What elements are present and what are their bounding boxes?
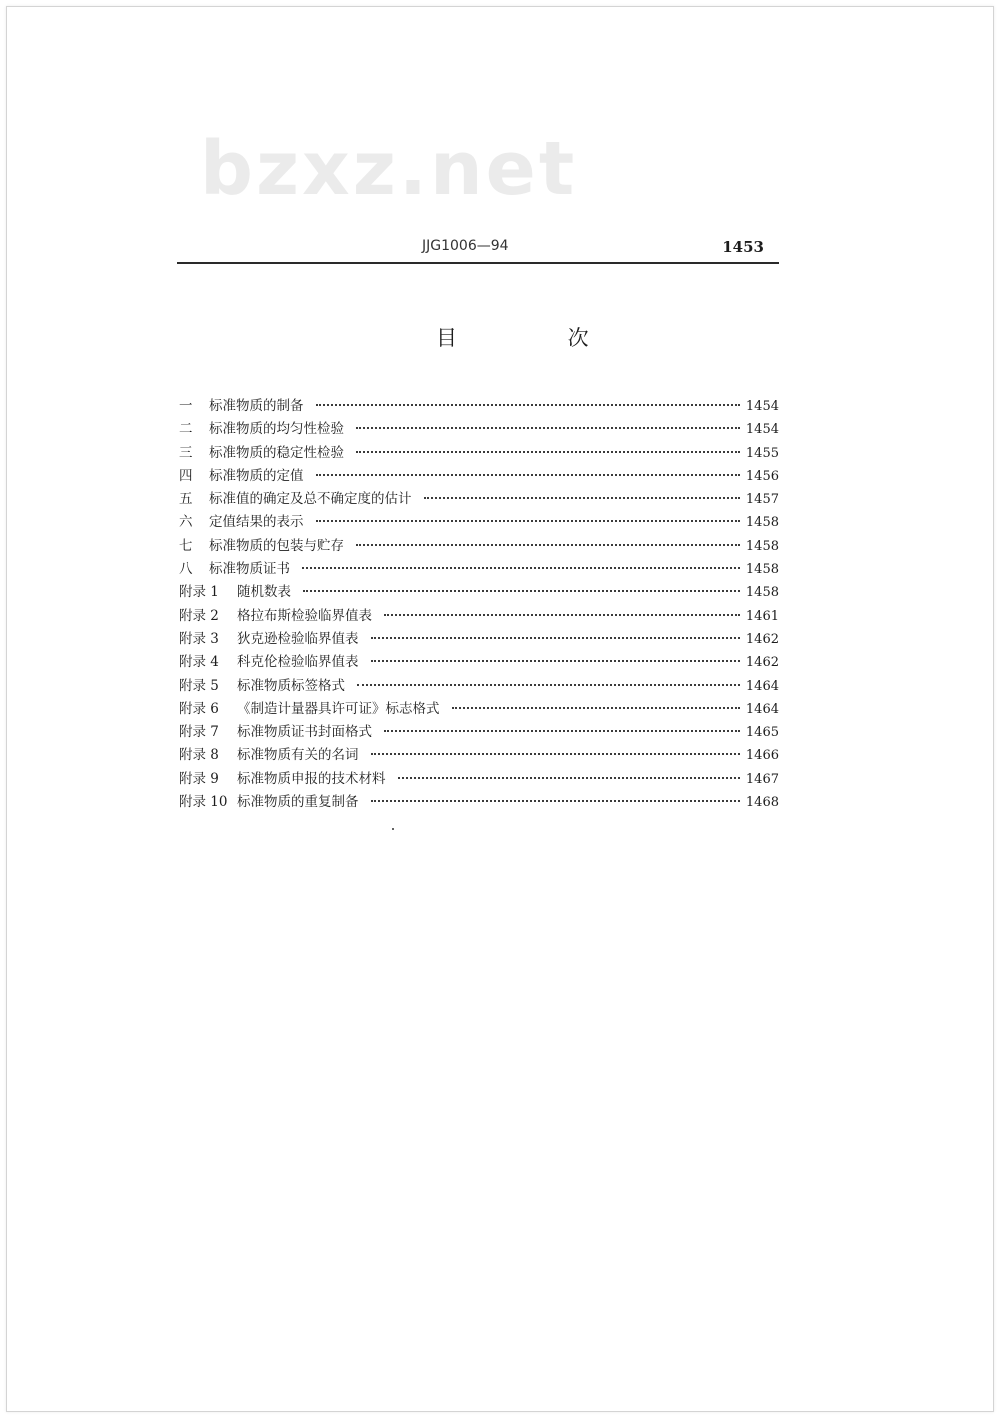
toc-entry[interactable]: [179, 743, 779, 766]
toc-entry-number: 五: [179, 491, 193, 508]
toc-entry-label: 狄克逊检验临界值表: [237, 630, 359, 647]
toc-dot-leader: [316, 520, 740, 522]
toc-entry-page: 1468: [745, 795, 779, 811]
toc-entry[interactable]: [179, 767, 779, 790]
toc-entry-page: 1458: [745, 515, 779, 531]
toc-entry[interactable]: [179, 510, 779, 533]
toc-entry-label: 标准物质的均匀性检验: [209, 421, 344, 438]
toc-dot-leader: [316, 404, 740, 406]
page-number: 1453: [722, 238, 764, 256]
toc-entry[interactable]: [179, 557, 779, 580]
toc-entry-number: 附录 5: [179, 677, 219, 694]
toc-dot-leader: [356, 544, 740, 546]
toc-entry[interactable]: [179, 487, 779, 510]
toc-entry-page: 1454: [745, 399, 779, 414]
toc-entry-page: 1454: [745, 422, 779, 438]
toc-entry-label: 随机数表: [237, 584, 291, 601]
toc-entry-label: 标准物质的制备: [209, 398, 304, 414]
toc-entry-page: 1457: [745, 492, 779, 508]
toc-entry-number: 附录 8: [179, 747, 219, 764]
toc-dot-leader: [356, 451, 740, 453]
toc-entry-number: 四: [179, 467, 193, 484]
toc-entry-label: 标准物质的定值: [209, 467, 304, 484]
toc-entry-label: 定值结果的表示: [209, 514, 304, 531]
toc-entry[interactable]: [179, 650, 779, 673]
toc-entry-page: 1466: [745, 748, 779, 764]
toc-entry[interactable]: [179, 627, 779, 650]
toc-entry[interactable]: [179, 534, 779, 557]
toc-entry-page: 1461: [745, 608, 779, 624]
toc-dot-leader: [356, 427, 740, 429]
toc-entry-number: 七: [179, 537, 193, 554]
toc-dot-leader: [452, 707, 740, 709]
toc-entry[interactable]: [179, 604, 779, 627]
toc-dot-leader: [316, 474, 740, 476]
toc-entry-number: 附录 6: [179, 700, 219, 717]
toc-entry-label: 标准物质的重复制备: [237, 794, 359, 811]
toc-entry-label: 标准物质的稳定性检验: [209, 444, 344, 461]
toc-entry-label: 标准值的确定及总不确定度的估计: [209, 491, 412, 508]
toc-entry-page: 1467: [745, 771, 779, 787]
toc-dot-leader: [371, 800, 740, 802]
header-rule: [177, 262, 779, 264]
toc-entry-label: 标准物质申报的技术材料: [237, 770, 386, 787]
toc-entry-page: 1455: [745, 445, 779, 461]
toc-entry-number: 附录 10: [179, 794, 228, 811]
toc-dot-leader: [371, 753, 740, 755]
toc-entry-page: 1462: [745, 631, 779, 647]
toc-entry-number: 附录 3: [179, 630, 219, 647]
watermark: bzxz.net: [200, 126, 578, 212]
toc-entry-number: 一: [179, 398, 193, 414]
toc-entry-page: 1458: [745, 538, 779, 554]
toc-dot-leader: [357, 684, 740, 686]
toc-entry-number: 六: [179, 514, 193, 531]
toc-entry-number: 附录 9: [179, 770, 219, 787]
toc-title: 目 次: [436, 326, 641, 350]
toc-entry[interactable]: [179, 417, 779, 440]
toc-entry-label: 标准物质的包装与贮存: [209, 537, 344, 554]
toc-entry-page: 1465: [745, 725, 779, 741]
toc-entry-label: 标准物质证书: [209, 561, 290, 578]
toc-entry-number: 附录 7: [179, 724, 219, 741]
toc-entry[interactable]: [179, 580, 779, 603]
toc-entry-number: 八: [179, 561, 193, 578]
toc-dot-leader: [302, 567, 740, 569]
toc-entry-page: 1464: [745, 678, 779, 694]
toc-entry[interactable]: [179, 790, 779, 813]
standard-number: JJG1006—94: [422, 238, 509, 254]
toc-entry[interactable]: [179, 720, 779, 743]
toc-entry-number: 附录 2: [179, 607, 219, 624]
toc-dot-leader: [371, 660, 740, 662]
toc-dot-leader: [371, 637, 740, 639]
toc-entry-number: 三: [179, 444, 193, 461]
toc-dot-leader: [398, 777, 740, 779]
toc-entry-label: 《制造计量器具许可证》标志格式: [237, 700, 440, 717]
toc-entry-number: 二: [179, 421, 193, 438]
scan-speck: [392, 828, 394, 830]
toc-entry[interactable]: [179, 394, 779, 417]
toc-entry-label: 科克伦检验临界值表: [237, 654, 359, 671]
toc-entry-page: 1464: [745, 701, 779, 717]
toc-entry-label: 标准物质有关的名词: [237, 747, 359, 764]
toc-entry-label: 标准物质标签格式: [237, 677, 345, 694]
toc-entry-page: 1458: [745, 562, 779, 578]
page-header: [178, 238, 778, 262]
toc-entry-number: 附录 4: [179, 654, 219, 671]
toc-entry-page: 1462: [745, 655, 779, 671]
toc-entry[interactable]: [179, 674, 779, 697]
toc-entry-label: 标准物质证书封面格式: [237, 724, 372, 741]
table-of-contents: [179, 394, 779, 813]
toc-dot-leader: [384, 730, 740, 732]
toc-entry-number: 附录 1: [179, 584, 219, 601]
toc-entry[interactable]: [179, 441, 779, 464]
toc-entry[interactable]: [179, 697, 779, 720]
toc-entry-page: 1458: [745, 585, 779, 601]
toc-entry-page: 1456: [745, 468, 779, 484]
toc-dot-leader: [424, 497, 740, 499]
toc-entry[interactable]: [179, 464, 779, 487]
toc-dot-leader: [384, 614, 740, 616]
toc-dot-leader: [303, 590, 740, 592]
toc-entry-label: 格拉布斯检验临界值表: [237, 607, 372, 624]
